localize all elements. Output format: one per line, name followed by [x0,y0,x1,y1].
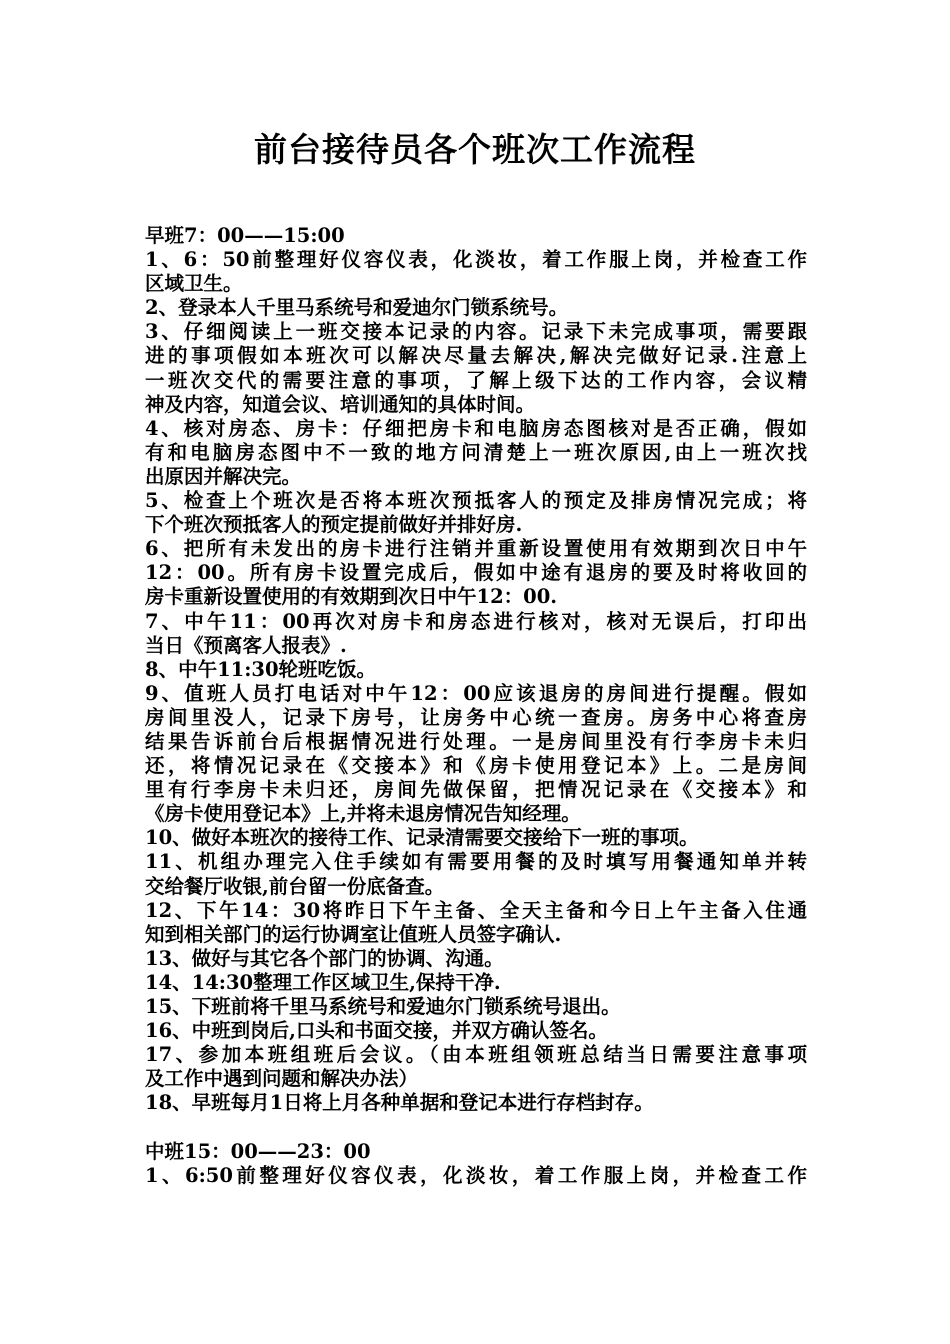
text-line: 6、把所有未发出的房卡进行注销并重新设置使用有效期到次日中午 [145,537,807,561]
text-line: 一班次交代的需要注意的事项，了解上级下达的工作内容，会议精 [145,368,807,392]
text-line: 及工作中遇到问题和解决办法） [145,1067,419,1091]
text-line: 4、核对房态、房卡：仔细把房卡和电脑房态图核对是否正确，假如 [145,416,807,440]
text-line: 10、做好本班次的接待工作、记录清需要交接给下一班的事项。 [145,826,699,850]
text-line: 18、早班每月1日将上月各种单据和登记本进行存档封存。 [145,1091,654,1115]
text-line: 中班15：00——23：00 [145,1139,371,1163]
text-line: 《房卡使用登记本》上,并将未退房情况告知经理。 [145,802,581,826]
text-line: 结果告诉前台后根据情况进行处理。一是房间里没有行李房卡未归 [145,729,807,753]
text-line: 7、中午11：00再次对房卡和房态进行核对，核对无误后，打印出 [145,609,807,633]
text-line: 神及内容，知道会议、培训通知的具体时间。 [145,392,536,416]
text-line: 14、14:30整理工作区域卫生,保持干净. [145,970,501,994]
text-line: 2、登录本人千里马系统号和爱迪尔门锁系统号。 [145,296,569,320]
text-line: 进的事项假如本班次可以解决尽量去解决,解决完做好记录.注意上 [145,344,807,368]
text-line: 房间里没人，记录下房号，让房务中心统一查房。房务中心将查房 [145,705,807,729]
text-line: 区域卫生。 [145,272,243,296]
text-line: 15、下班前将千里马系统号和爱迪尔门锁系统号退出。 [145,995,621,1018]
text-line: 有和电脑房态图中不一致的地方问清楚上一班次原因,由上一班次找 [145,440,807,464]
text-line: 下个班次预抵客人的预定提前做好并排好房. [145,513,523,537]
document-title: 前台接待员各个班次工作流程 [254,130,696,169]
document-body [145,224,807,1188]
text-line: 3、仔细阅读上一班交接本记录的内容。记录下未完成事项，需要跟 [145,320,807,344]
text-line: 早班7：00——15:00 [145,224,345,247]
text-line: 12：00。所有房卡设置完成后，假如中途有退房的要及时将收回的 [145,561,807,585]
text-line: 知到相关部门的运行协调室让值班人员签字确认. [145,922,562,946]
text-line: 出原因并解决完。 [145,464,302,488]
text-line: 1、6:50前整理好仪容仪表，化淡妆，着工作服上岗，并检查工作 [145,1163,807,1187]
text-line: 交给餐厅收银,前台留一份底备查。 [145,874,445,898]
text-line: 13、做好与其它各个部门的协调、沟通。 [145,946,504,970]
text-line: 还，将情况记录在《交接本》和《房卡使用登记本》上。二是房间 [145,754,807,778]
text-line: 1、6：50前整理好仪容仪表，化淡妆，着工作服上岗，并检查工作 [145,248,807,272]
blank-line [145,1115,807,1139]
text-line: 16、中班到岗后,口头和书面交接，并双方确认签名。 [145,1019,608,1043]
text-line: 17、参加本班组班后会议。（由本班组领班总结当日需要注意事项 [145,1043,807,1067]
text-line: 11、机组办理完入住手续如有需要用餐的及时填写用餐通知单并转 [145,850,807,874]
text-line: 12、下午14：30将昨日下午主备、全天主备和今日上午主备入住通 [145,898,807,922]
text-line: 9、值班人员打电话对中午12：00应该退房的房间进行提醒。假如 [145,681,807,705]
text-line: 里有行李房卡未归还，房间先做保留，把情况记录在《交接本》和 [145,778,807,802]
text-line: 5、检查上个班次是否将本班次预抵客人的预定及排房情况完成；将 [145,489,807,513]
text-line: 房卡重新设置使用的有效期到次日中午12：00. [145,585,558,609]
text-line: 当日《预离客人报表》. [145,633,347,657]
text-line: 8、中午11:30轮班吃饭。 [145,657,377,681]
